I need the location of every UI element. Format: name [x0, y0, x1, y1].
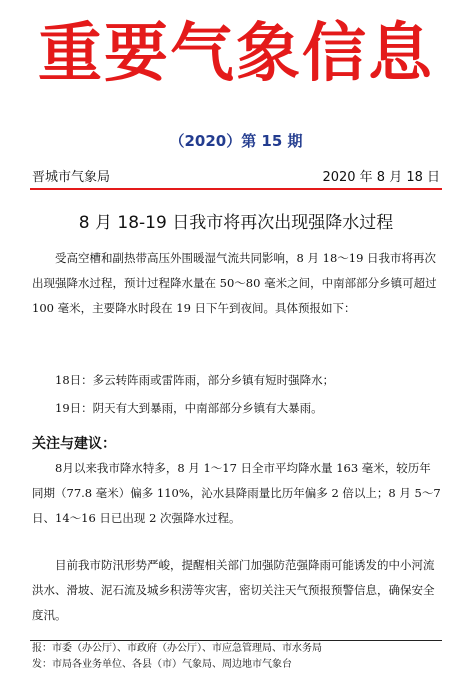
- forecast-18-paragraph: [32, 368, 442, 393]
- forecast-19-paragraph: [32, 396, 442, 421]
- issue-date: 2020 年 8 月 18 日: [322, 170, 440, 185]
- header-divider: [30, 188, 442, 190]
- intro-text: 受高空槽和副热带高压外围暖湿气流共同影响，8 月 18～19 日我市将再次出现强降水过程，预计过程降水量在 50～80 毫米之间，中南部部分乡镇可超过 100 毫米，主要降水时段在 19 日下午到夜间。具体预报如下：: [32, 251, 437, 315]
- issue-number: （2020）第 15 期: [169, 132, 303, 150]
- advice-paragraph-2: [32, 553, 442, 628]
- intro-paragraph: [32, 246, 442, 321]
- forecast-18-text: 18日：多云转阵雨或雷阵雨，部分乡镇有短时强降水；: [55, 373, 335, 387]
- footer-divider: [30, 640, 442, 641]
- footer-send-line: 发：市局各业务单位、各县（市）气象局、周边地市气象台: [32, 659, 292, 670]
- advice-heading: 关注与建议：: [32, 436, 116, 452]
- advice-paragraph-1: [32, 456, 442, 531]
- advice-text-1: 8月以来我市降水特多，8 月 1～17 日全市平均降水量 163 毫米，较历年同期（77.8 毫米）偏多 110%，沁水县降雨量比历年偏多 2 倍以上；8 月 5～7 日、14～16 日已出现 2 次强降水过程。: [32, 461, 441, 525]
- article-title: 8 月 18-19 日我市将再次出现强降水过程: [78, 213, 394, 233]
- advice-text-2: 目前我市防汛形势严峻，提醒相关部门加强防范强降雨可能诱发的中小河流洪水、滑坡、泥石流及城乡积涝等灾害，密切关注天气预报预警信息，确保安全度汛。: [32, 558, 435, 622]
- footer-report-line: 报：市委（办公厅）、市政府（办公厅）、市应急管理局、市水务局: [32, 643, 322, 654]
- document-banner-title: 重要气象信息: [38, 17, 434, 91]
- forecast-19-text: 19日：阴天有大到暴雨，中南部部分乡镇有大暴雨。: [55, 401, 323, 415]
- issuing-organization: 晋城市气象局: [32, 170, 111, 185]
